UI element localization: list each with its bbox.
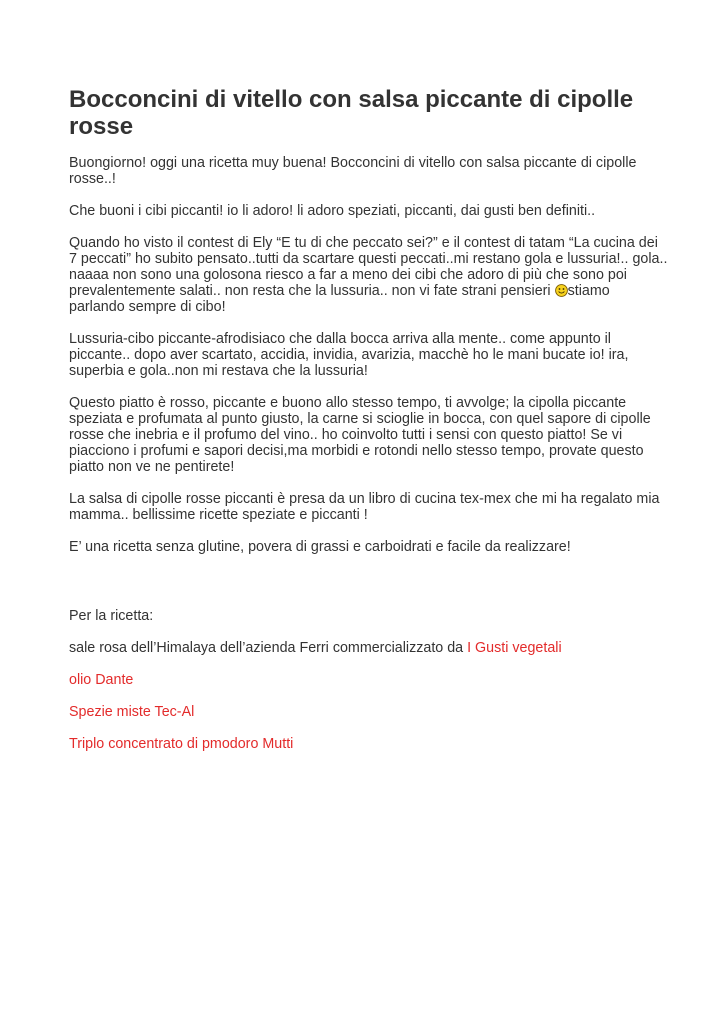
link-spezie-miste[interactable]: Spezie miste Tec-Al (69, 704, 195, 720)
paragraph-dish: Questo piatto è rosso, piccante e buono allo stesso tempo, ti avvolge; la cipolla piccante speziata e profumata al punto giusto, la carne si scioglie in bocca, con quel sapore di cipolle rosse che inebria e il profumo del vino.. ho coinvolto tutti i sensi con questo piatto! Se vi piacciono i profumi e sapori decisi,ma morbidi e rotondi nello stesso tempo, provate questo piatto non ve ne pentirete! (69, 395, 651, 475)
recipe-salt-line (69, 640, 669, 656)
page-title: Bocconcini di vitello con salsa piccante di cipolle rosse (69, 86, 634, 140)
recipe-heading: Per la ricetta: (69, 608, 154, 624)
link-olio-dante[interactable]: olio Dante (69, 672, 134, 688)
paragraph-contest-text: Quando ho visto il contest di Ely “E tu di che peccato sei?” e il contest di tatam “La cucina dei 7 peccati” ho subito pensato..tutti da scartare questi peccati..mi restano gola e lussuria!.. gola.. naaaa non sono una golosona riesco a far a meno dei cibi che adoro di più che sono poi prevalentemente salati.. non resta che la lussuria.. non vi fate strani pensieri (69, 235, 668, 299)
paragraph-gluten-free: E’ una ricetta senza glutine, povera di grassi e carboidrati e facile da realizzare! (69, 539, 571, 555)
link-concentrato-mutti[interactable]: Triplo concentrato di pmodoro Mutti (69, 736, 294, 752)
paragraph-intro: Buongiorno! oggi una ricetta muy buena! Bocconcini di vitello con salsa piccante di cipolle rosse..! (69, 155, 637, 187)
paragraph-source: La salsa di cipolle rosse piccanti è presa da un libro di cucina tex-mex che mi ha regalato mia mamma.. bellissime ricette speziate e piccanti ! (69, 491, 660, 523)
paragraph-contest-end: stiamo parlando sempre di cibo! (69, 283, 610, 315)
link-i-gusti-vegetali[interactable]: I Gusti vegetali (467, 640, 562, 656)
paragraph-spicy: Che buoni i cibi piccanti! io li adoro! li adoro speziati, piccanti, dai gusti ben definiti.. (69, 203, 596, 219)
paragraph-contest (69, 235, 669, 315)
paragraph-lussuria: Lussuria-cibo piccante-afrodisiaco che dalla bocca arriva alla mente.. come appunto il piccante.. dopo aver scartato, accidia, invidia, avarizia, macchè ho le mani bucate io! ira, superbia e gola..non mi restava che la lussuria! (69, 331, 629, 379)
smiley-icon (555, 284, 568, 297)
salt-text: sale rosa dell’Himalaya dell’azienda Ferri commercializzato da (69, 640, 468, 656)
document-page (69, 86, 669, 752)
